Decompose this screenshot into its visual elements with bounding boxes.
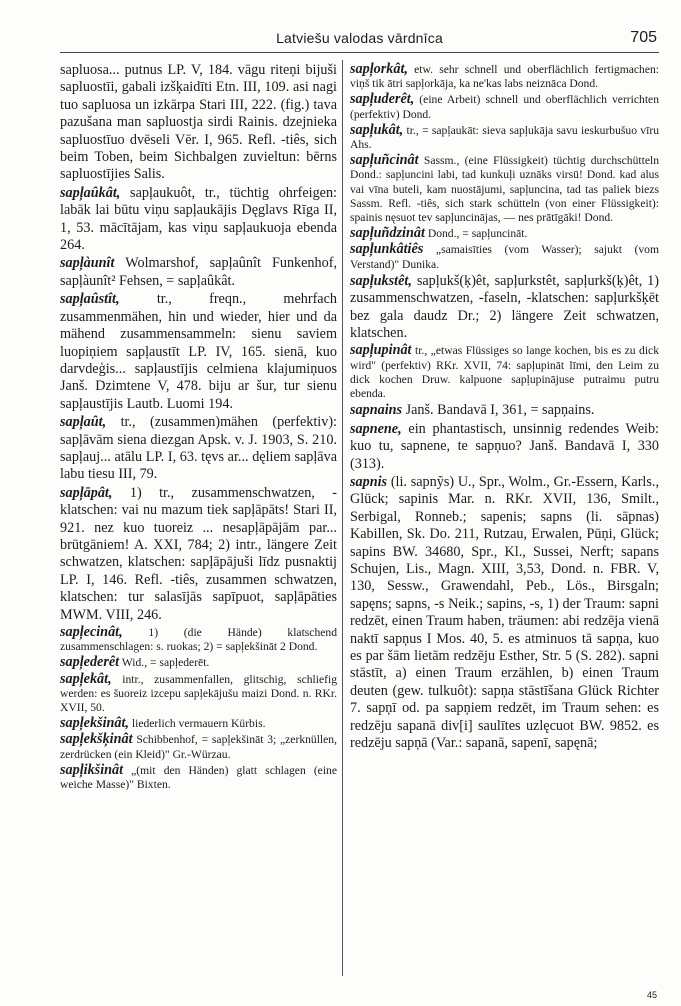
entry-text: Dond., = sapļuncināt.: [424, 227, 528, 241]
dictionary-entry: [350, 226, 659, 241]
dictionary-entry: [350, 92, 659, 121]
entry-text: sapļukš(ķ)êt, sapļurkstêt, sapļurkš(ķ)êt, 1) zusammenschwatzen, -faseln, -klatschen: sapļurkšķēt bez gala daudz Dr.; 2) längere Zeit schwatzen, klatschen.: [350, 272, 659, 342]
entry-text: Schibbenhof, = sapļekšināt 3; „zerknüllen, zerdrücken (ein Kleid)" Gr.-Würzau.: [60, 733, 337, 761]
entry-text: etw. sehr schnell und oberflächlich fertigmachen: viņš tik ātri sapļorkāja, ka ne'kas labs neiznāca Dond.: [350, 63, 659, 91]
entry-text: „(mit den Händen) glatt schlagen (eine weiche Masse)" Bixten.: [60, 763, 337, 792]
entry-headword: sapļecinât,: [60, 624, 123, 640]
right-column: [350, 62, 659, 984]
entry-headword: sapļekšinât,: [60, 715, 129, 732]
entry-text: tr., freqn., mehrfach zusammenmähen, hin und wieder, hier und da mähend zusammensammeln: sienu saviem luopiņiem sapļaustīt LP. IV, 165. sienā, kuo darvdeģis... sapļaustījis celmiena klajumiņuos Janš. Dzimtene V, 478. biju ar šur, tur sienu sapļaustījis Lautb. Luomi 194.: [60, 291, 337, 412]
entry-text: intr., zusammenfallen, glitschig, schliefig werden: es šuoreiz izcepu sapļekājušu maizi Dond. n. RKr. XVII, 50.: [60, 672, 337, 715]
entry-headword: sapļorkât,: [350, 62, 408, 77]
entry-headword: sapļaût,: [60, 414, 107, 431]
left-column: [60, 62, 337, 984]
entry-text: Janš. Bandavā I, 361, = sapņains.: [402, 402, 595, 419]
entry-headword: sapļikšinât: [60, 761, 124, 778]
dictionary-entry: [350, 421, 659, 473]
dictionary-entry: [60, 672, 337, 716]
dictionary-entry: [60, 185, 337, 255]
entry-headword: sapļukstêt,: [350, 272, 412, 289]
entry-headword: sapļuderêt,: [350, 91, 415, 108]
dictionary-entry: [60, 763, 337, 792]
dictionary-entry: [350, 402, 659, 419]
dictionary-entry: [60, 625, 337, 654]
dictionary-entry: [350, 343, 659, 401]
entry-text: (li. sapnỹs) U., Spr., Wolm., Gr.-Essern, Karls., Glück; sapinis Mar. n. RKr. XVII, 136, Smilt., Serbigal, Ronneb.; sapenis; sapns (li. sāpnas) Kabillen, Sk. Do. 211, Rutzau, Erwalen, Pūņi, Glück; sapins BW. 34680, Spr., Kl., Sussei, Nerft; sapans Schujen, Lis., Magn. XIII, 3,53, Dond. n. FBR. V, 130, Sessw., Grawendahl, Peb., Lös., Birsgaln; sapęns; sapns, -s Neik.; sapins, -s, 1) der Traum: sapni redzēt, einen Traum haben, träumen: abi redzēja vienā naktī sapņus I Mos. 40, 5. es atminuos tā sapņa, kuo es par šām lietām redzēju Esther, Str. 5 (S. 282). sapni stāstīt, a) einen Traum erzählen, b) einen Traum deuten (gew. tulkuôt): sapņa stāstīšana Glück Richter 7. sapņī od. pa sapņiem redzēt, im Traum sehen: es redzēju sapanā div[i] saulītes uzlęcuot BW. 9852. es redzēju sapņā (Var.: sapanā, sapenī, sapęnā;: [350, 473, 659, 751]
entry-text: tr., „etwas Flüssiges so lange kochen, bis es zu dick wird" (perfektiv) RKr. XVII, 74: sapļupināt līmi, den Leim zu dick kochen Druw. kalpuone sapļupinājuse putraimu putru ebenda.: [350, 344, 659, 401]
dictionary-entry: [350, 123, 659, 152]
entry-headword: sapnis: [350, 473, 388, 490]
entry-headword: sapļuñdzinât: [350, 225, 425, 242]
entry-headword: sapļuñcinât: [350, 152, 419, 169]
entry-headword: sapļekšķinât: [60, 731, 133, 748]
dictionary-entry: [350, 474, 659, 753]
entry-text: tr., = sapļaukāt: sieva sapļukāja savu ieskurbušuo vīru Ahs.: [350, 123, 659, 152]
dictionary-entry: [60, 291, 337, 413]
entry-text: 1) (die Hände) klatschend zusammenschlagen: s. ruokas; 2) = sapļekšināt 2 Dond.: [60, 626, 337, 654]
entry-text: tr., (zusammen)mähen (perfektiv): sapļāvām siena diezgan Apsk. v. J. 1903, S. 210. sapļauj... atālu LP. I, 63. tęvs ar... dęliem sapļāva labu tiesu III, 79.: [60, 414, 337, 483]
page-header: [60, 30, 659, 53]
dictionary-entry: [60, 414, 337, 484]
entry-headword: sapļaûkât,: [60, 184, 121, 201]
dictionary-entry: [60, 255, 337, 290]
dictionary-entry: [60, 62, 337, 184]
entry-text: Wid., = sapļederēt.: [119, 656, 210, 670]
page-title: Latviešu valodas vārdnīca: [276, 30, 443, 46]
entry-headword: sapļāpât,: [60, 484, 113, 501]
entry-headword: sapļupinât: [350, 342, 412, 359]
dictionary-entry: [60, 655, 337, 670]
dictionary-entry: [350, 153, 659, 225]
dictionary-entry: [60, 732, 337, 761]
entry-headword: sapļaûstît,: [60, 291, 120, 308]
entry-text: liederlich vermauern Kürbis.: [128, 717, 266, 731]
entry-text: Wolmarshof, sapļaûnît Funkenhof, sapļàunît² Fehsen, = sapļaûkât.: [60, 255, 337, 289]
entry-text: (eine Arbeit) schnell und oberflächlich verrichten (perfektiv) Dond.: [350, 93, 659, 121]
entry-text: sapluosa... putnus LP. V, 184. vāgu riteņi bijuši sapluostīi, gabali izšķaidīti Etn. III, 109. asi nagi tuo sapluosa un izkārpa Stari III, 222. (fig.) tava pazušana man sapluostja sirdi Rainis. dzejnieka sapluostīuo dvēseli Vēr. I, 965. Refl. -tiês, sich beim Toben, beim Sichbalgen zuvieltun: bērns sapluostījies Salis.: [60, 62, 337, 183]
column-divider: [342, 60, 343, 976]
dictionary-entry: [350, 62, 659, 91]
entry-headword: sapļunkâtiês: [350, 241, 424, 258]
dictionary-entry: [60, 485, 337, 624]
entry-headword: sapļukât,: [350, 121, 404, 138]
page-number: 705: [630, 29, 657, 46]
entry-headword: sapļederêt: [60, 654, 120, 671]
entry-text: 1) tr., zusammenschwatzen, -klatschen: vai nu mazum tiek sapļāpāts! Stari II, 921. nez kuo tuoreiz ... nesapļāpājām par... brūtgāniem! A. XXI, 784; 2) intr., längere Zeit schwatzen, klatschen: sapļāpājuši līdz pusnaktij LP. I, 146. Refl. -tiês, zusammen schwatzen, klatschen: tur salasījās sapīpuot, sapļāpāties MWM. VIII, 246.: [60, 484, 337, 623]
entry-text: Sassm., (eine Flüssigkeit) tüchtig durchschütteln Dond.: sapļuncini labi, tad kunkuļi uznāks virsū! Dond. kad alus vai vīna buteli, kam nuostājumi, sapļuncina, tad tas paliek biezs Sassm. Refl. -tiês, sich stark schütteln (von einer Flüssigkeit): spainis nęsuot tev sapļuncinājas, — nes prātīgāki! Dond.: [350, 154, 659, 225]
signature-mark: 45: [646, 990, 657, 1000]
entry-headword: sapnains: [350, 402, 403, 419]
entry-text: „samaisīties (vom Wasser); sajukt (vom Verstand)" Dunika.: [350, 243, 659, 271]
dictionary-entry: [350, 242, 659, 271]
entry-text: sapļaukuôt, tr., tüchtig ohrfeigen: labāk lai būtu viņu sapļaukājis Dęglavs Rīga II, 1, 53. mācītājam, kas viņu sapļaukuoja ebenda 264.: [60, 184, 337, 254]
entry-headword: sapnene,: [350, 420, 402, 437]
dictionary-entry: [60, 716, 337, 731]
dictionary-entry: [350, 273, 659, 343]
entry-text: ein phantastisch, unsinnig redendes Weib: kuo tu, sapnene, te sapņuo? Janš. Bandavā I, 330 (313).: [350, 420, 659, 472]
entry-headword: sapļekât,: [60, 670, 112, 687]
entry-headword: sapļàunît: [60, 255, 115, 272]
